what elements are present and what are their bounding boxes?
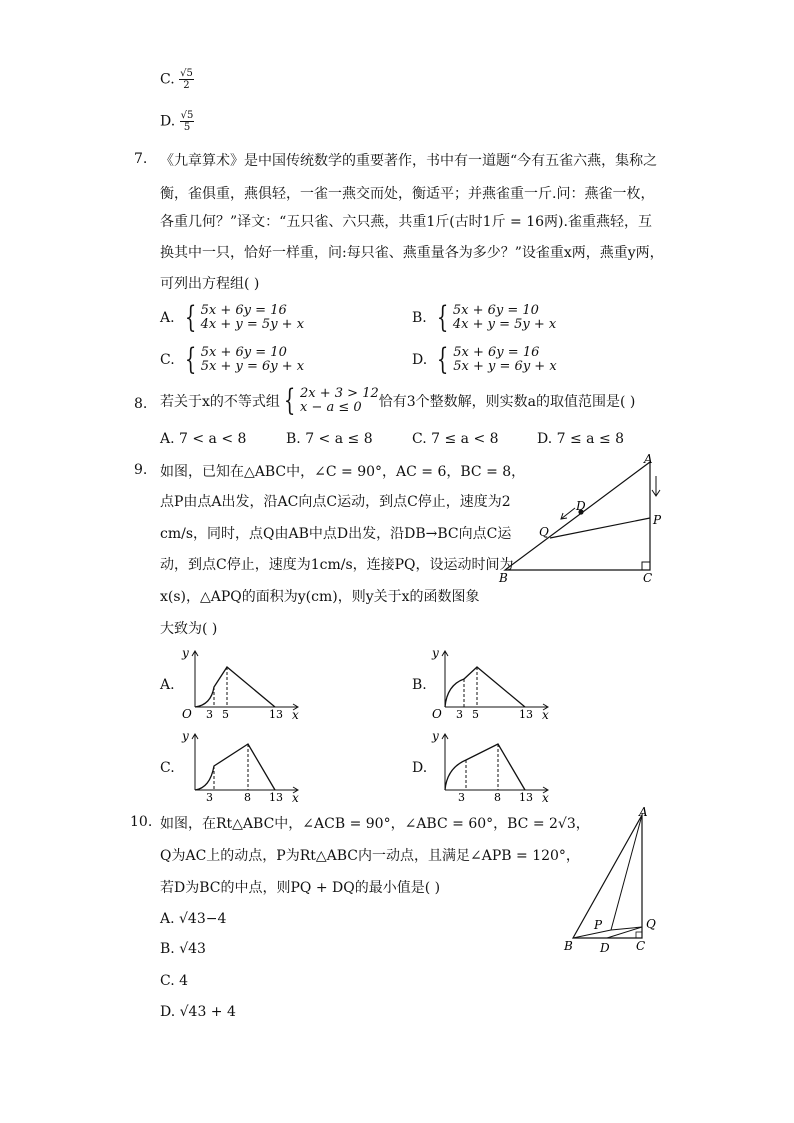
brace-symbol: { xyxy=(184,342,196,377)
option-letter: B. xyxy=(412,310,427,326)
q9-graph-c-letter: C. xyxy=(160,760,175,776)
q10-option: B. √43 xyxy=(160,941,206,957)
x-label: x xyxy=(542,708,549,720)
q9-line: x(s)，△APQ的面积为y(cm)，则y关于x的函数图象 xyxy=(160,589,480,605)
equation: 5x + y = 6y + x xyxy=(200,359,305,374)
option-letter: C. xyxy=(160,71,175,88)
q10-line: Q为AC上的动点，P为Rt△ABC内一动点，且满足∠APB = 120°， xyxy=(160,848,580,864)
triangle-abc xyxy=(505,462,650,570)
x-label: x xyxy=(542,791,549,803)
q9-graph-c xyxy=(178,728,308,803)
tick-label: 13 xyxy=(269,791,283,803)
label-b: B xyxy=(564,939,573,953)
right-angle-mark xyxy=(636,932,642,938)
q7-line: 衡，雀俱重，燕俱轻，一雀一燕交而处，衡适平；并燕雀重一斤.问：燕雀一枚， xyxy=(160,186,655,202)
q7-option-c xyxy=(160,342,305,377)
q10-line: 如图，在Rt△ABC中，∠ACB = 90°，∠ABC = 60°，BC = 2√3， xyxy=(160,816,590,832)
label-a: A xyxy=(639,805,648,819)
label-a: A xyxy=(644,452,653,466)
x-label: x xyxy=(292,791,299,803)
brace-symbol: { xyxy=(436,300,449,335)
tick-label: 5 xyxy=(472,708,479,720)
q8-option: A. 7 < a < 8 xyxy=(160,431,247,447)
equation: 5x + 6y = 10 xyxy=(200,345,287,360)
brace-symbol: { xyxy=(437,342,449,377)
tick-label: 3 xyxy=(458,791,465,803)
function-curve xyxy=(195,744,275,790)
option-letter: D. xyxy=(160,113,176,130)
segment-pq xyxy=(550,518,650,538)
q9-line: 点P由点A出发，沿AC向点C运动，到点C停止，速度为2 xyxy=(160,494,511,510)
tick-label: 3 xyxy=(206,791,213,803)
brace-symbol: { xyxy=(283,383,296,418)
origin-label: O xyxy=(182,707,192,720)
fraction: $\frac{√5}{2}$ xyxy=(180,68,193,91)
q9-line: cm/s，同时，点Q由AB中点D出发，沿DB→BC向点C运 xyxy=(160,526,512,542)
equation: 5x + y = 6y + x xyxy=(453,359,557,374)
equation: 4x + y = 5y + x xyxy=(200,317,305,332)
tick-label: 5 xyxy=(222,708,229,720)
q6-option-c xyxy=(160,68,194,91)
label-q: Q xyxy=(539,525,549,539)
tick-label: 13 xyxy=(519,708,533,720)
label-p: P xyxy=(594,918,603,932)
equation: 4x + y = 5y + x xyxy=(452,317,557,332)
q9-triangle-figure xyxy=(495,452,670,587)
q7-line: 换其中一只，恰好一样重，问:每只雀、燕重量各为多少？”设雀重x两，燕重y两， xyxy=(160,245,664,261)
triangle-abc xyxy=(573,815,642,938)
q9-graph-d-letter: D. xyxy=(412,760,428,776)
tick-label: 13 xyxy=(269,708,283,720)
q9-graph-a xyxy=(178,645,308,720)
y-label: y xyxy=(182,646,189,660)
q9-line: 大致为( ) xyxy=(160,621,218,637)
equation: 5x + 6y = 10 xyxy=(452,303,539,318)
q8-number: 8. xyxy=(134,396,148,412)
tick-label: 3 xyxy=(206,708,213,720)
q8-option: B. 7 < a ≤ 8 xyxy=(286,431,373,447)
tick-label: 3 xyxy=(456,708,463,720)
q7-line: 可列出方程组( ) xyxy=(160,276,260,292)
q10-number: 10. xyxy=(130,814,153,830)
inequality: x − a ≤ 0 xyxy=(300,400,362,415)
function-curve xyxy=(445,744,525,790)
function-curve xyxy=(445,667,525,707)
q9-graph-a-letter: A. xyxy=(160,677,175,693)
q8-pre: 若关于x的不等式组 xyxy=(160,394,280,410)
q8-post: 恰有3个整数解，则实数a的取值范围是( ) xyxy=(378,394,636,410)
q8-option: D. 7 ≤ a ≤ 8 xyxy=(537,431,625,447)
q10-option: A. √43−4 xyxy=(160,911,227,927)
q8-option: C. 7 ≤ a < 8 xyxy=(412,431,499,447)
q7-option-a xyxy=(160,300,305,335)
q9-graph-d xyxy=(428,728,558,803)
right-angle-mark xyxy=(642,562,650,570)
option-letter: A. xyxy=(160,310,175,326)
q7-number: 7. xyxy=(134,151,148,167)
q7-line: 《九章算术》是中国传统数学的重要著作，书中有一道题“今有五雀六燕，集称之 xyxy=(160,153,658,169)
tick-label: 8 xyxy=(494,791,501,803)
q10-triangle-figure xyxy=(560,805,670,955)
label-c: C xyxy=(636,939,646,953)
x-label: x xyxy=(292,708,299,720)
option-letter: C. xyxy=(160,352,175,368)
segment-ap xyxy=(611,815,642,930)
origin-label: O xyxy=(432,707,442,720)
q7-option-b xyxy=(412,300,557,335)
q9-graph-b xyxy=(428,645,558,720)
q10-line: 若D为BC的中点，则PQ + DQ的最小值是( ) xyxy=(160,880,441,896)
q8-stem xyxy=(160,383,636,418)
equation: 5x + 6y = 16 xyxy=(200,303,287,318)
label-p: P xyxy=(653,513,662,527)
tick-label: 13 xyxy=(519,791,533,803)
q9-line: 动，到点C停止，速度为1cm/s，连接PQ，设运动时间为 xyxy=(160,557,514,573)
q7-line: 各重几何？”译文：“五只雀、六只燕，共重1斤(古时1斤 = 16两).雀重燕轻，互 xyxy=(160,214,652,230)
inequality: 2x + 3 > 12 xyxy=(300,386,379,401)
q9-number: 9. xyxy=(134,462,148,478)
label-q: Q xyxy=(646,917,656,931)
brace-symbol: { xyxy=(184,300,196,335)
label-c: C xyxy=(643,571,653,585)
y-label: y xyxy=(432,729,439,743)
label-d: D xyxy=(600,941,610,955)
q9-line: 如图，已知在△ABC中，∠C = 90°，AC = 6，BC = 8， xyxy=(160,464,526,480)
q7-option-d xyxy=(412,342,557,377)
label-b: B xyxy=(499,571,508,585)
q6-option-d xyxy=(160,110,194,133)
segment-bp xyxy=(573,930,611,938)
y-label: y xyxy=(182,729,189,743)
option-letter: D. xyxy=(412,352,428,368)
q10-option: D. √43 + 4 xyxy=(160,1004,236,1020)
tick-label: 8 xyxy=(244,791,251,803)
fraction: $\frac{√5}{5}$ xyxy=(180,110,194,133)
q10-option: C. 4 xyxy=(160,973,189,989)
function-curve xyxy=(195,667,275,707)
y-label: y xyxy=(432,646,439,660)
label-d: D xyxy=(576,499,586,513)
q9-graph-b-letter: B. xyxy=(412,677,427,693)
equation: 5x + 6y = 16 xyxy=(453,345,540,360)
